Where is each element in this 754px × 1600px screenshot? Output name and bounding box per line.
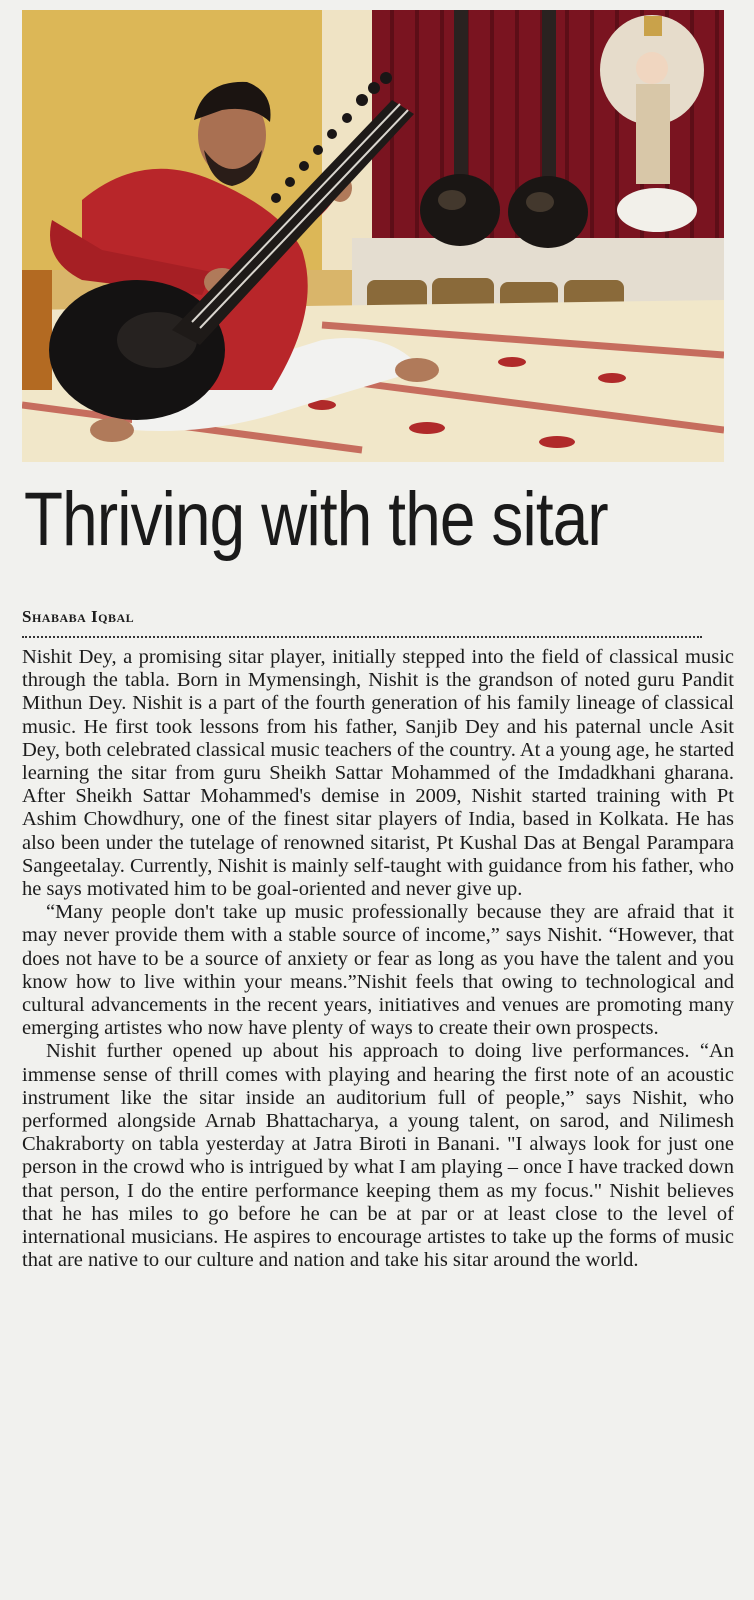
article-headline: Thriving with the sitar	[24, 477, 608, 562]
sitar-player-illustration	[22, 10, 724, 462]
article-byline: Shababa Iqbal	[22, 607, 135, 626]
article-body	[22, 646, 734, 1272]
byline-divider	[22, 636, 702, 638]
article-photo	[22, 10, 724, 462]
article-paragraph: Nishit further opened up about his approach to doing live performances. “An immense sense of thrill comes with playing and hearing the first note of an acoustic instrument like the sitar inside an auditorium full of people,” says Nishit, who performed alongside Arnab Bhattacharya, a young talent, on sarod, and Nilimesh Chakraborty on tabla yesterday at Jatra Biroti in Banani. "I always look for just one person in the crowd who is intrigued by what I am playing – once I have tracked down that person, I do the entire performance keeping them as my focus." Nishit believes that he has miles to go before he can be at par or at least close to the level of international musicians. He aspires to encourage artistes to take up the forms of music that are native to our culture and nation and take his sitar around the world.	[22, 1040, 734, 1272]
article-paragraph: Nishit Dey, a promising sitar player, initially stepped into the field of classical music through the tabla. Born in Mymensingh, Nishit is the grandson of noted guru Pandit Mithun Dey. Nishit is a part of the fourth generation of his family lineage of classical music. He first took lessons from his father, Sanjib Dey and his paternal uncle Asit Dey, both celebrated classical music teachers of the country. At a young age, he started learning the sitar from guru Sheikh Sattar Mohammed of the Imdadkhani gharana. After Sheikh Sattar Mohammed's demise in 2009, Nishit started training with Pt Ashim Chowdhury, one of the finest sitar players of India, based in Kolkata. He has also been under the tutelage of renowned sitarist, Pt Kushal Das at Bengal Parampara Sangeetalay. Currently, Nishit is mainly self-taught with guidance from his father, who he says motivated him to be goal-oriented and never give up.	[22, 646, 734, 901]
article-paragraph: “Many people don't take up music professionally because they are afraid that it may never provide them with a stable source of income,” says Nishit. “However, that does not have to be a source of anxiety or fear as long as you have the talent and you know how to live within your means.”Nishit feels that owing to technological and cultural advancements in the recent years, initiatives and venues are promoting many emerging artistes who now have plenty of ways to create their own prospects.	[22, 901, 734, 1040]
